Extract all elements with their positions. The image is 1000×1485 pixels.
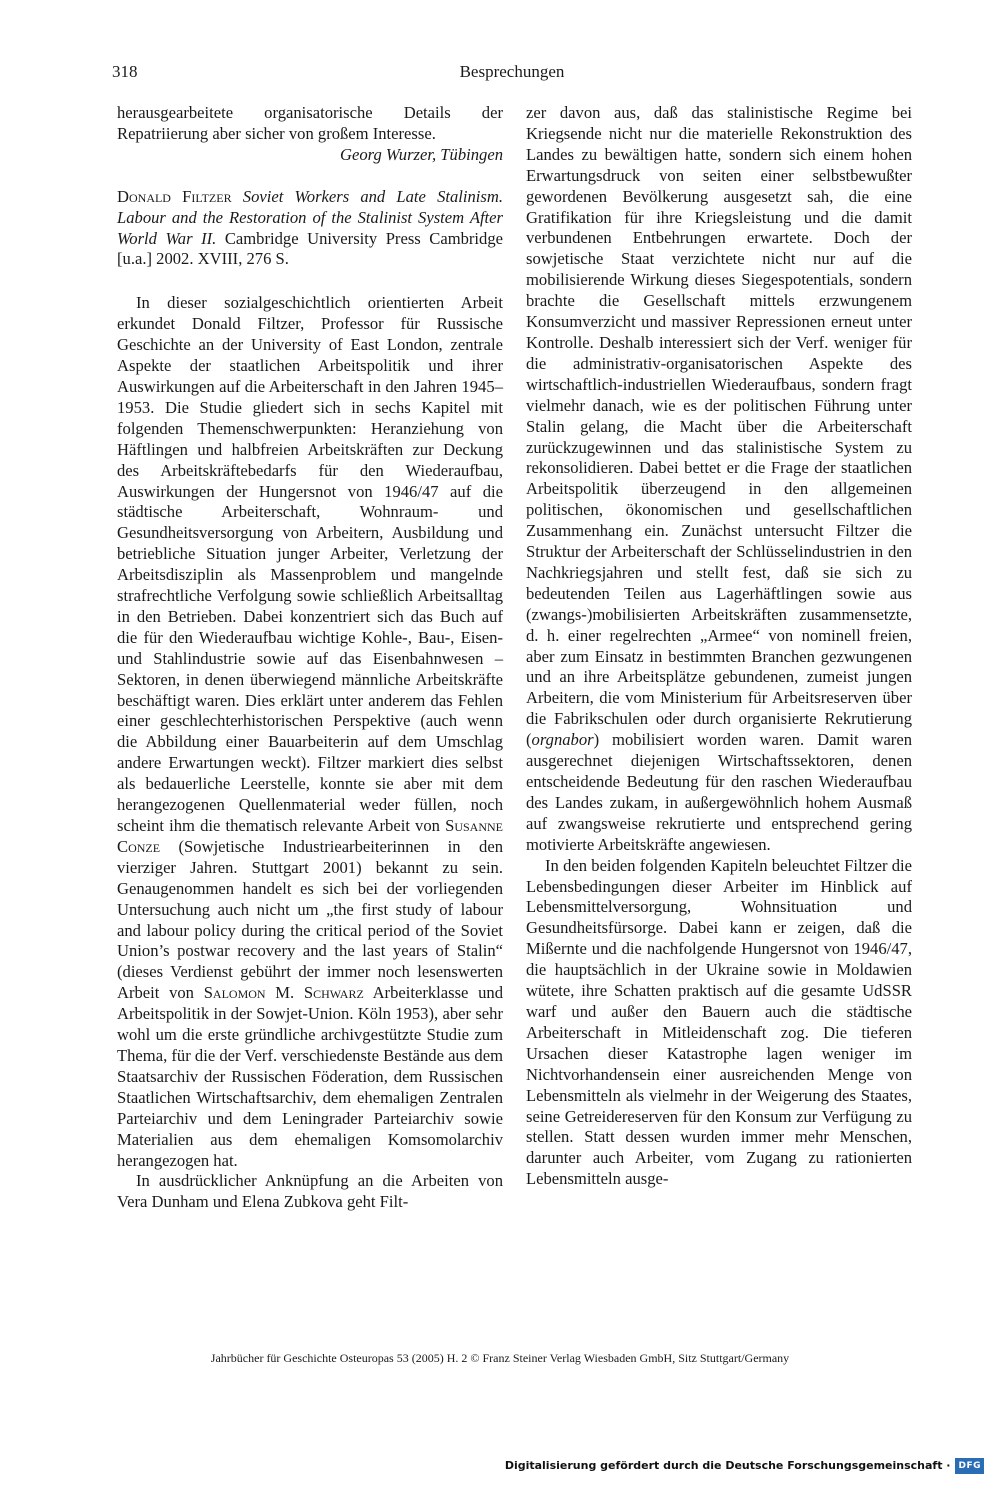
book-citation (117, 187, 503, 271)
paragraph-text: (Sowjetische Industriearbeiterinnen in den vierziger Jahren. Stuttgart 2001) bekannt zu sein. Genaugenommen handelt es sich bei der vorliegenden Untersuchung auch nicht um „the first study of labour and labour policy during the critical period of the Soviet Union’s postwar recovery and the last years of Stalin“ (dieses Verdienst gebührt der immer noch lesenswerten Arbeit von (117, 836, 503, 1003)
review-paragraph-1 (117, 293, 503, 1171)
book-author: Donald Filtzer (117, 186, 232, 206)
running-title: Besprechungen (459, 62, 565, 81)
cited-author-conze: Susanne Conze (117, 816, 503, 856)
journal-footer: Jahrbücher für Geschichte Osteuropas 53 (2005) H. 2 © Franz Steiner Verlag Wiesbaden GmbH, Sitz Stuttgart/Germany (210, 1351, 790, 1365)
book-publisher: Cambridge University Press Cambridge [u.a.] 2002. XVIII, 276 S. (117, 228, 504, 269)
cited-author-schwarz: Salomon M. Schwarz (203, 983, 364, 1003)
paragraph-text: zer davon aus, daß das stalinistische Regime bei Kriegsende nicht nur die materielle Rekonstruktion des Landes zu bewältigen hatte, sondern sich einem hohen Erwartungsdruck von seiten einer selbstbewußter gewordenen Bevölkerung ausgesetzt sah, die eine Gratifikation für ihre Kriegsleistung und die damit verbundenen Entbehrungen erwartete. Doch der sowjetische Staat verzichtete nicht nur auf die mobilisierende Wirkung dieses Siegespotentials, sondern brachte die Gesellschaft mittels erzwungenem Konsumverzicht und massiver Repressionen erneut unter Kontrolle. Deshalb interessiert sich der Verf. weniger für die administrativ-organisatorischen Aspekte des wirtschaftlich-industriellen Wiederaufbaus, sondern fragt vielmehr danach, wie es der politischen Führung unter Stalin gelang, die Macht über die Arbeiterschaft zurückzugewinnen und das stalinistische System zu rekonsolidieren. Dabei bettet er die Frage der staatlichen Arbeitspolitik überzeugend in den allgemeinen politischen, ökonomischen und gesellschaftlichen Zusammenhang ein. Zunächst untersucht Filtzer die Struktur der Arbeiterschaft der Schlüsselindustrien in den Nachkriegsjahren und stellt fest, daß sie sich zu bedeutenden Teilen aus Lagerhäftlingen sowie aus (zwangs-)mobilisierten Arbeitskräften zusammensetzte, d. h. einer regelrechten „Armee“ von nominell freien, aber zum Einsatz in bestimmten Branchen gezwungenen und an ihre Arbeitsplätze gebundenen, zumeist jungen Arbeitern, die vom Ministerium für Arbeitsreserven über die Fabrikschulen oder durch organisierte Rekrutierung ( (526, 103, 912, 750)
paragraph-text: ) mobilisiert worden waren. Damit waren ausgerechnet diejenigen Wirtschaftssektoren, denen entscheidende Bedeutung für den raschen Wiederaufbau des Landes zukam, in außergewöhnlich hohem Ausmaß auf zwangsweise rekrutierte und entsprechend gering motivierte Arbeitskräfte angewiesen. (526, 730, 912, 854)
paragraph-text: Arbeiterklasse und Arbeitspolitik in der Sowjet-Union. Köln 1953), aber sehr wohl um die erste gründliche archivgestützte Studie zum Thema, für die der Verf. verschiedenste Bestände aus dem Staatsarchiv der Russischen Föderation, dem Russischen Staatlichen Wirtschaftsarchiv, dem ehemaligen Zentralen Parteiarchiv und dem Leningrader Parteiarchiv sowie Materialien aus dem ehemaligen Komsomolarchiv herangezogen hat. (117, 983, 504, 1170)
term-orgnabor: orgnabor (531, 730, 594, 750)
dfg-logo: DFG (955, 1458, 984, 1474)
book-title: Soviet Workers and Late Stalinism. Labour and the Restoration of the Stalinist System After World War II. (117, 186, 503, 248)
review-paragraph-2: In ausdrücklicher Anknüpfung an die Arbeiten von Vera Dunham und Elena Zubkova geht Filt- (117, 1171, 503, 1212)
previous-review-signature: Georg Wurzer, Tübingen (339, 144, 503, 164)
paragraph-text: In dieser sozialgeschichtlich orientierten Arbeit erkundet Donald Filtzer, Professor für Russische Geschichte an der University of East London, zentrale Aspekte der staatlichen Arbeitspolitik und ihrer Auswirkungen auf die Arbeiterschaft in den Jahren 1945–1953. Die Studie gliedert sich in sechs Kapitel mit folgenden Themenschwerpunkten: Heranziehung von Häftlingen und halbfreien Arbeitskräften zur Deckung des Arbeitskräftebedarfs für den Wiederaufbau, Auswirkungen der Hungersnot von 1946/47 auf die städtische Arbeiterschaft, Wohnraum- und Gesundheitsversorgung von Arbeitern, Ausbildung und betriebliche Situation junger Arbeiter, Verletzung der Arbeitsdisziplin als Massenproblem und mangelnde strafrechtliche Verfolgung sowie schließlich Arbeitsalltag in den Betrieben. Dabei konzentriert sich das Buch auf die für den Wiederaufbau wichtige Kohle-, Bau-, Eisen- und Stahlindustrie sowie auf das Eisenbahnwesen – Sektoren, in denen überwiegend männliche Arbeitskräfte beschäftigt waren. Dies erklärt unter anderem das Fehlen einer geschlechterhistorischen Perspektive (auch wenn die Abbildung einer Bauarbeiterin auf dem Umschlag andere Erwartungen weckt). Filtzer markiert dies selbst als bedauerliche Leerstelle, konnte sie aber mit dem herangezogenen Quellenmaterial weder füllen, noch scheint ihm die thematisch relevante Arbeit von (117, 293, 503, 835)
previous-review-tail: herausgearbeitete organisatorische Details der Repatriierung aber sicher von großem Interesse. (117, 103, 503, 143)
review-paragraph-2-continued (526, 103, 912, 856)
digitization-text: Digitalisierung gefördert durch die Deutsche Forschungsgemeinschaft · (504, 1459, 951, 1472)
page-header (112, 60, 912, 84)
left-column (117, 103, 503, 1213)
right-column (526, 103, 912, 1190)
review-paragraph-3: In den beiden folgenden Kapiteln beleuchtet Filtzer die Lebensbedingungen dieser Arbeiter im Hinblick auf Lebensmittelversorgung, Wohnsituation und Gesundheitsfürsorge. Dabei kann er zeigen, daß die Mißernte und die nachfolgende Hungersnot von 1946/47, die hauptsächlich in der Ukraine sowie in Moldawien wütete, ihre Schatten praktisch auf die gesamte UdSSR warf und außer den Bauern auch die städtische Arbeiterschaft in Mitleidenschaft zog. Die tieferen Ursachen dieser Katastrophe lagen weniger im Nichtvorhandensein einer ausreichenden Menge von Lebensmitteln als vielmehr in der Weigerung des Staates, seine Getreidereserven für den Konsum zur Verfügung zu stellen. Statt dessen wurden immer mehr Menschen, darunter auch Arbeiter, vom Zugang zu rationierten Lebensmitteln ausge- (526, 855, 912, 1189)
digitization-notice (505, 1458, 984, 1474)
page-number: 318 (112, 62, 138, 81)
